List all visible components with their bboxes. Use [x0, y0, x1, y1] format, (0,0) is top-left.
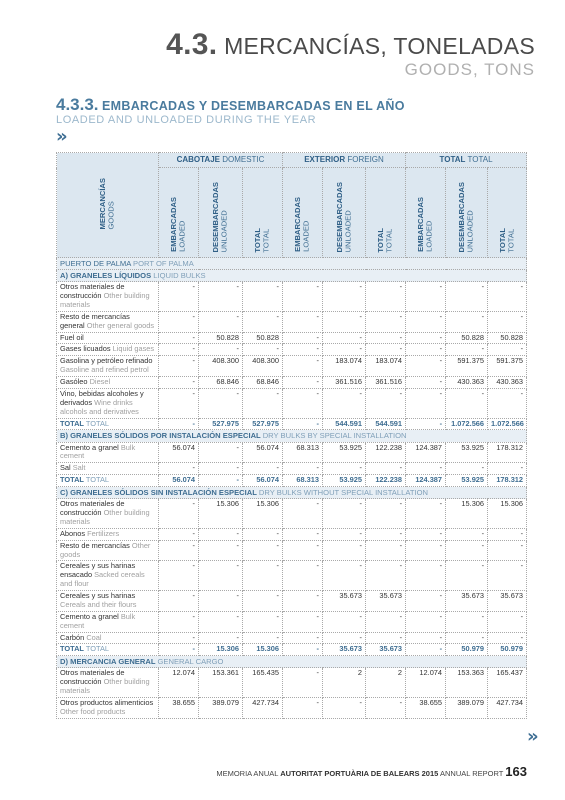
- value-cell: -: [366, 344, 406, 356]
- total-row: [57, 418, 527, 430]
- value-cell: -: [406, 540, 446, 561]
- value-cell: -: [488, 463, 527, 475]
- value-cell: -: [199, 540, 243, 561]
- total-value-cell: 56.074: [159, 475, 199, 487]
- value-cell: -: [323, 528, 366, 540]
- chevron-right-icon: »: [527, 726, 539, 747]
- value-cell: -: [323, 499, 366, 529]
- value-cell: 35.673: [488, 591, 527, 612]
- value-cell: -: [488, 632, 527, 644]
- value-cell: -: [488, 282, 527, 312]
- total-value-cell: 35.673: [323, 644, 366, 656]
- group-header-row: [57, 153, 527, 168]
- value-cell: 12.074: [406, 668, 446, 698]
- row-label: Resto de mercancías Other goods: [57, 540, 159, 561]
- section-row: [57, 430, 527, 442]
- table-row: [57, 540, 527, 561]
- value-cell: -: [488, 611, 527, 632]
- value-cell: -: [159, 463, 199, 475]
- subcolumn-header: DESEMBARCADAS UNLOADED: [323, 168, 366, 258]
- value-cell: -: [323, 463, 366, 475]
- value-cell: -: [446, 540, 488, 561]
- value-cell: -: [243, 540, 283, 561]
- section-label: D) MERCANCIA GENERAL GENERAL CARGO: [57, 656, 527, 668]
- value-cell: -: [283, 698, 323, 719]
- value-cell: -: [283, 463, 323, 475]
- value-cell: -: [406, 528, 446, 540]
- value-cell: -: [159, 388, 199, 418]
- group-header-domestic: CABOTAJE DOMESTIC: [159, 153, 283, 168]
- value-cell: -: [406, 611, 446, 632]
- value-cell: 50.828: [243, 332, 283, 344]
- value-cell: 68.846: [199, 377, 243, 389]
- value-cell: 15.306: [446, 499, 488, 529]
- table-row: [57, 442, 527, 463]
- table-row: [57, 311, 527, 332]
- value-cell: -: [323, 344, 366, 356]
- total-value-cell: -: [283, 644, 323, 656]
- section-label: B) GRANELES SÓLIDOS POR INSTALACIÓN ESPECIAL DRY BULKS BY SPECIAL INSTALLATION: [57, 430, 527, 442]
- value-cell: -: [283, 632, 323, 644]
- header-subtitle: GOODS, TONS: [404, 60, 535, 79]
- value-cell: 35.673: [446, 591, 488, 612]
- subcolumn-header: DESEMBARCADAS UNLOADED: [199, 168, 243, 258]
- value-cell: -: [199, 442, 243, 463]
- value-cell: 68.313: [283, 442, 323, 463]
- row-label: Abonos Fertilizers: [57, 528, 159, 540]
- total-value-cell: 53.925: [446, 475, 488, 487]
- value-cell: -: [159, 499, 199, 529]
- total-row: [57, 644, 527, 656]
- value-cell: -: [406, 282, 446, 312]
- total-value-cell: 35.673: [366, 644, 406, 656]
- table-row: [57, 356, 527, 377]
- value-cell: -: [243, 632, 283, 644]
- value-cell: -: [199, 528, 243, 540]
- value-cell: -: [159, 528, 199, 540]
- value-cell: -: [488, 561, 527, 591]
- section-subtitle: LOADED AND UNLOADED DURING THE YEAR: [56, 114, 317, 126]
- value-cell: -: [283, 561, 323, 591]
- value-cell: -: [283, 499, 323, 529]
- value-cell: -: [199, 611, 243, 632]
- value-cell: 35.673: [323, 591, 366, 612]
- section-row: [57, 270, 527, 282]
- value-cell: -: [159, 611, 199, 632]
- value-cell: -: [243, 561, 283, 591]
- group-header-foreign: EXTERIOR FOREIGN: [283, 153, 406, 168]
- value-cell: 408.300: [199, 356, 243, 377]
- table-row: [57, 591, 527, 612]
- value-cell: -: [446, 282, 488, 312]
- row-label: Gasolina y petróleo refinado Gasoline and refined petrol: [57, 356, 159, 377]
- total-value-cell: 124.387: [406, 475, 446, 487]
- value-cell: 124.387: [406, 442, 446, 463]
- value-cell: -: [159, 311, 199, 332]
- value-cell: 2: [366, 668, 406, 698]
- value-cell: -: [446, 344, 488, 356]
- value-cell: 389.079: [446, 698, 488, 719]
- value-cell: -: [243, 311, 283, 332]
- value-cell: -: [323, 698, 366, 719]
- value-cell: -: [323, 611, 366, 632]
- value-cell: -: [243, 344, 283, 356]
- value-cell: -: [159, 377, 199, 389]
- page-header: [166, 28, 535, 80]
- value-cell: -: [323, 282, 366, 312]
- section-title: EMBARCADAS Y DESEMBARCADAS EN EL AÑO: [102, 99, 405, 113]
- value-cell: 35.673: [366, 591, 406, 612]
- value-cell: -: [199, 344, 243, 356]
- subcolumn-header: EMBARCADAS LOADED: [159, 168, 199, 258]
- value-cell: -: [159, 332, 199, 344]
- row-label: Otros materiales de construcción Other building materials: [57, 282, 159, 312]
- row-label: Sal Salt: [57, 463, 159, 475]
- value-cell: -: [159, 344, 199, 356]
- value-cell: -: [159, 356, 199, 377]
- value-cell: 50.828: [446, 332, 488, 344]
- value-cell: -: [446, 561, 488, 591]
- value-cell: -: [323, 388, 366, 418]
- value-cell: -: [446, 528, 488, 540]
- value-cell: 56.074: [243, 442, 283, 463]
- total-value-cell: 527.975: [199, 418, 243, 430]
- row-label: Gases licuados Liquid gases: [57, 344, 159, 356]
- total-label: TOTAL TOTAL: [57, 644, 159, 656]
- value-cell: -: [283, 282, 323, 312]
- value-cell: 591.375: [488, 356, 527, 377]
- value-cell: -: [283, 668, 323, 698]
- header-number: 4.3.: [166, 28, 218, 61]
- value-cell: 15.306: [199, 499, 243, 529]
- value-cell: -: [199, 591, 243, 612]
- row-label: Cereales y sus harinas Cereals and their flours: [57, 591, 159, 612]
- value-cell: -: [283, 344, 323, 356]
- page-footer: [216, 764, 527, 779]
- value-cell: -: [488, 528, 527, 540]
- value-cell: 361.516: [323, 377, 366, 389]
- table-row: [57, 344, 527, 356]
- value-cell: -: [283, 388, 323, 418]
- total-value-cell: 15.306: [243, 644, 283, 656]
- value-cell: -: [323, 332, 366, 344]
- value-cell: 68.846: [243, 377, 283, 389]
- value-cell: -: [243, 282, 283, 312]
- value-cell: -: [159, 282, 199, 312]
- value-cell: 430.363: [488, 377, 527, 389]
- value-cell: -: [159, 632, 199, 644]
- value-cell: -: [199, 311, 243, 332]
- value-cell: -: [243, 591, 283, 612]
- row-label: Cemento a granel Bulk cement: [57, 442, 159, 463]
- row-label: Vino, bebidas alcoholes y derivados Wine drinks alcohols and derivatives: [57, 388, 159, 418]
- section-label: A) GRANELES LÍQUIDOS LIQUID BULKS: [57, 270, 527, 282]
- value-cell: -: [488, 388, 527, 418]
- value-cell: -: [159, 591, 199, 612]
- value-cell: -: [406, 356, 446, 377]
- value-cell: -: [366, 632, 406, 644]
- section-label: C) GRANELES SÓLIDOS SIN INSTALACIÓN ESPECIAL DRY BULKS WITHOUT SPECIAL INSTALLATION: [57, 487, 527, 499]
- value-cell: -: [243, 388, 283, 418]
- footer-org: AUTORITAT PORTUÀRIA DE BALEARS 2015: [280, 769, 439, 778]
- value-cell: -: [366, 282, 406, 312]
- total-value-cell: 544.591: [366, 418, 406, 430]
- total-value-cell: 50.979: [488, 644, 527, 656]
- subcolumn-header: DESEMBARCADAS UNLOADED: [446, 168, 488, 258]
- table-row: [57, 528, 527, 540]
- row-label: Otros productos alimenticios Other food products: [57, 698, 159, 719]
- value-cell: -: [243, 463, 283, 475]
- table-row: [57, 632, 527, 644]
- value-cell: -: [199, 282, 243, 312]
- port-row: [57, 258, 527, 270]
- value-cell: -: [406, 388, 446, 418]
- subcolumn-header: EMBARCADAS LOADED: [283, 168, 323, 258]
- value-cell: -: [366, 611, 406, 632]
- value-cell: -: [283, 332, 323, 344]
- value-cell: 38.655: [159, 698, 199, 719]
- value-cell: -: [366, 540, 406, 561]
- value-cell: -: [366, 528, 406, 540]
- total-value-cell: -: [406, 418, 446, 430]
- row-label: Otros materiales de construcción Other building materials: [57, 668, 159, 698]
- row-label: Resto de mercancías general Other general goods: [57, 311, 159, 332]
- row-label: Fuel oil: [57, 332, 159, 344]
- chevron-right-icon: »: [56, 126, 68, 147]
- row-label: Cereales y sus harinas ensacado Sacked cereals and flour: [57, 561, 159, 591]
- row-label: Cemento a granel Bulk cement: [57, 611, 159, 632]
- subcolumn-header: TOTAL TOTAL: [243, 168, 283, 258]
- value-cell: -: [323, 561, 366, 591]
- table-row: [57, 332, 527, 344]
- total-value-cell: 53.925: [323, 475, 366, 487]
- section-row: [57, 656, 527, 668]
- total-value-cell: -: [199, 475, 243, 487]
- value-cell: 38.655: [406, 698, 446, 719]
- value-cell: -: [323, 311, 366, 332]
- value-cell: 408.300: [243, 356, 283, 377]
- value-cell: -: [488, 344, 527, 356]
- value-cell: 389.079: [199, 698, 243, 719]
- value-cell: 15.306: [488, 499, 527, 529]
- value-cell: -: [406, 561, 446, 591]
- value-cell: 153.361: [199, 668, 243, 698]
- value-cell: 591.375: [446, 356, 488, 377]
- value-cell: 56.074: [159, 442, 199, 463]
- value-cell: -: [243, 611, 283, 632]
- value-cell: 153.363: [446, 668, 488, 698]
- value-cell: -: [406, 591, 446, 612]
- value-cell: -: [406, 311, 446, 332]
- value-cell: -: [366, 311, 406, 332]
- value-cell: -: [406, 463, 446, 475]
- header-title: MERCANCÍAS, TONELADAS: [224, 33, 535, 59]
- subcolumn-header: TOTAL TOTAL: [488, 168, 527, 258]
- value-cell: -: [366, 463, 406, 475]
- total-value-cell: -: [159, 418, 199, 430]
- value-cell: -: [323, 632, 366, 644]
- total-value-cell: 527.975: [243, 418, 283, 430]
- table-row: [57, 668, 527, 698]
- value-cell: 50.828: [488, 332, 527, 344]
- value-cell: -: [199, 561, 243, 591]
- group-header-total: TOTAL TOTAL: [406, 153, 527, 168]
- total-value-cell: 544.591: [323, 418, 366, 430]
- value-cell: -: [406, 499, 446, 529]
- total-value-cell: 1.072.566: [488, 418, 527, 430]
- value-cell: -: [283, 528, 323, 540]
- cargo-table: [56, 152, 527, 719]
- value-cell: -: [488, 311, 527, 332]
- page-number: 163: [505, 764, 527, 779]
- value-cell: 122.238: [366, 442, 406, 463]
- value-cell: 427.734: [488, 698, 527, 719]
- value-cell: -: [488, 540, 527, 561]
- row-label: Gasóleo Diesel: [57, 377, 159, 389]
- total-label: TOTAL TOTAL: [57, 418, 159, 430]
- value-cell: -: [283, 356, 323, 377]
- total-label: TOTAL TOTAL: [57, 475, 159, 487]
- table-row: [57, 388, 527, 418]
- value-cell: 165.435: [243, 668, 283, 698]
- value-cell: -: [283, 540, 323, 561]
- value-cell: -: [283, 591, 323, 612]
- value-cell: -: [446, 311, 488, 332]
- table-row: [57, 611, 527, 632]
- total-value-cell: 122.238: [366, 475, 406, 487]
- value-cell: -: [199, 632, 243, 644]
- value-cell: 2: [323, 668, 366, 698]
- value-cell: 183.074: [366, 356, 406, 377]
- value-cell: -: [446, 632, 488, 644]
- table-row: [57, 499, 527, 529]
- table-row: [57, 282, 527, 312]
- value-cell: -: [366, 698, 406, 719]
- total-value-cell: 1.072.566: [446, 418, 488, 430]
- value-cell: 12.074: [159, 668, 199, 698]
- section-row: [57, 487, 527, 499]
- value-cell: -: [446, 463, 488, 475]
- section-title-line: [56, 95, 405, 115]
- value-cell: -: [283, 611, 323, 632]
- subcolumn-header: EMBARCADAS LOADED: [406, 168, 446, 258]
- total-row: [57, 475, 527, 487]
- value-cell: -: [199, 463, 243, 475]
- value-cell: -: [199, 388, 243, 418]
- table-row: [57, 698, 527, 719]
- value-cell: -: [366, 561, 406, 591]
- total-value-cell: -: [283, 418, 323, 430]
- total-value-cell: 50.979: [446, 644, 488, 656]
- value-cell: 50.828: [199, 332, 243, 344]
- goods-column-header: MERCANCÍAS GOODS: [57, 153, 159, 258]
- header-title-line: [166, 28, 535, 62]
- value-cell: 53.925: [323, 442, 366, 463]
- value-cell: 178.312: [488, 442, 527, 463]
- value-cell: 427.734: [243, 698, 283, 719]
- total-value-cell: 178.312: [488, 475, 527, 487]
- value-cell: 183.074: [323, 356, 366, 377]
- row-label: Carbón Coal: [57, 632, 159, 644]
- footer-prefix: MEMORIA ANUAL: [216, 769, 281, 778]
- value-cell: -: [446, 611, 488, 632]
- row-label: Otros materiales de construcción Other building materials: [57, 499, 159, 529]
- value-cell: -: [283, 377, 323, 389]
- value-cell: -: [406, 632, 446, 644]
- value-cell: -: [366, 499, 406, 529]
- value-cell: -: [323, 540, 366, 561]
- value-cell: -: [243, 528, 283, 540]
- subcolumn-header: TOTAL TOTAL: [366, 168, 406, 258]
- value-cell: -: [159, 540, 199, 561]
- value-cell: -: [446, 388, 488, 418]
- total-value-cell: 68.313: [283, 475, 323, 487]
- port-label: PUERTO DE PALMA PORT OF PALMA: [57, 258, 527, 270]
- value-cell: 430.363: [446, 377, 488, 389]
- total-value-cell: -: [406, 644, 446, 656]
- table-row: [57, 377, 527, 389]
- value-cell: -: [366, 388, 406, 418]
- value-cell: 53.925: [446, 442, 488, 463]
- value-cell: -: [406, 332, 446, 344]
- value-cell: 361.516: [366, 377, 406, 389]
- section-heading: [56, 95, 405, 126]
- table-row: [57, 463, 527, 475]
- total-value-cell: -: [159, 644, 199, 656]
- value-cell: 15.306: [243, 499, 283, 529]
- value-cell: -: [283, 311, 323, 332]
- value-cell: -: [159, 561, 199, 591]
- footer-suffix: ANNUAL REPORT: [438, 769, 506, 778]
- table-row: [57, 561, 527, 591]
- total-value-cell: 56.074: [243, 475, 283, 487]
- value-cell: 165.437: [488, 668, 527, 698]
- section-number: 4.3.3.: [56, 95, 99, 114]
- value-cell: -: [366, 332, 406, 344]
- value-cell: -: [406, 344, 446, 356]
- value-cell: -: [406, 377, 446, 389]
- total-value-cell: 15.306: [199, 644, 243, 656]
